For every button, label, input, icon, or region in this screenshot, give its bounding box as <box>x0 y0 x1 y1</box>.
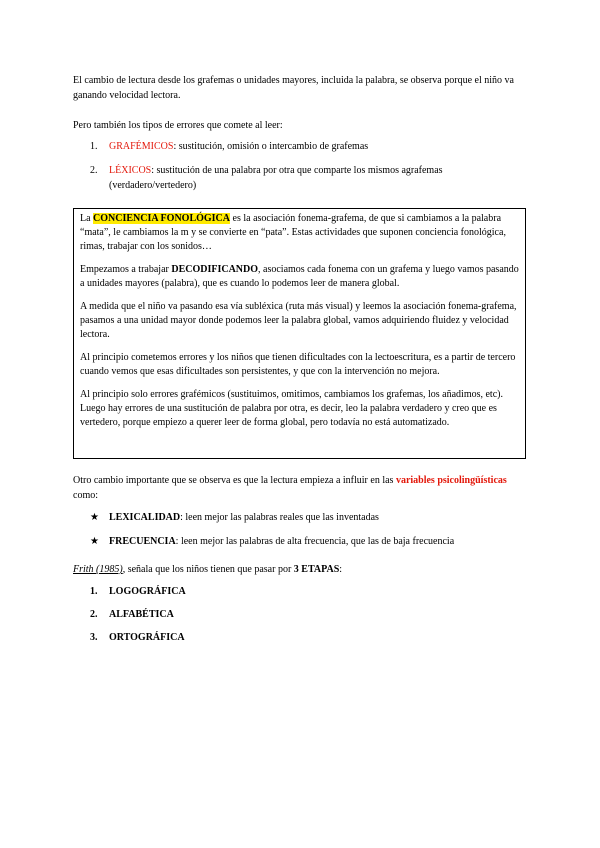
error-types-list <box>73 139 513 202</box>
box-paragraph-2 <box>80 263 519 291</box>
list-item <box>73 510 513 525</box>
variables-term: variables psicolingüísticas <box>395 475 507 486</box>
list-item <box>73 163 513 193</box>
term-frequency: FRECUENCIA <box>109 536 176 547</box>
star-icon: ★ <box>90 536 99 547</box>
variables-list <box>73 510 513 558</box>
text: , señala que los niños tienen que pasar por <box>122 564 294 575</box>
text: La <box>80 213 94 224</box>
list-item <box>73 139 513 154</box>
box-paragraph-5: Al principio solo errores grafémicos (sustituimos, omitimos, cambiamos los grafemas, los añadimos, etc). Luego hay errores de una sustitución de palabra por otra, es decir, leo la palabra verdadero y creo que es vertedero, porque empiezo a querer leer de forma global, pero todavía no está automatizado. <box>80 389 503 428</box>
highlighted-term: CONCIENCIA FONOLÓGICA <box>93 213 231 224</box>
term-lexical: LÉXICOS <box>109 165 152 176</box>
list-item <box>73 534 513 549</box>
term-desc: : sustitución de una palabra por otra que comparte los mismos agrafemas (verdadero/vertedero) <box>109 165 443 191</box>
term-desc: : leen mejor las palabras reales que las inventadas <box>180 512 379 523</box>
variables-paragraph <box>73 473 533 503</box>
errors-intro: Pero también los tipos de errores que comete al leer: <box>73 120 283 131</box>
text: Otro cambio importante que se observa es que la lectura empieza a influir en las <box>73 475 396 486</box>
box-paragraph-3: A medida que el niño va pasando esa vía subléxica (ruta más visual) y leemos la asociación fonema-grafema, pasamos a una unidad mayor donde podemos leer la palabra global, vamos adquiriendo fluidez y velocidad lectora. <box>80 301 517 340</box>
intro-paragraph: El cambio de lectura desde los grafemas o unidades mayores, incluida la palabra, se observa porque el niño va ganando velocidad lectora. <box>73 75 514 101</box>
box-paragraph-4: Al principio cometemos errores y los niños que tienen dificultades con la lectoescritura, es a partir de tercero cuando vemos que esas dificultades son persistentes, y que con la intervención no mejora. <box>80 352 516 377</box>
text: : <box>339 564 343 575</box>
term-lexicality: LEXICALIDAD <box>109 512 181 523</box>
box-paragraph-1 <box>80 212 519 254</box>
phonological-awareness-box <box>73 208 526 459</box>
text: es la asociación fonema-grafema, de que si cambiamos a la palabra “mata”, le cambiamos la m y se convierte en “pata”. Estas actividades que suponen conciencia fonológica, rimas, trabajar con los sonidos… <box>80 213 506 252</box>
list-item <box>73 607 513 622</box>
text: , asociamos cada fonema con un grafema y luego vamos pasando a unidades mayores (palabra), que es cuando lo podemos leer de manera global. <box>80 264 519 289</box>
list-marker: 2. <box>90 609 98 620</box>
list-item <box>73 630 513 645</box>
term-desc: : sustitución, omisión o intercambio de grafemas <box>173 141 369 152</box>
citation: Frith (1985) <box>73 564 123 575</box>
frith-paragraph <box>73 562 533 577</box>
star-icon: ★ <box>90 512 99 523</box>
stage-label: LOGOGRÁFICA <box>109 586 186 597</box>
stages-count: 3 ETAPAS <box>293 564 340 575</box>
list-marker: 3. <box>90 632 98 643</box>
term-graphemic: GRAFÉMICOS <box>109 141 174 152</box>
stage-label: ORTOGRÁFICA <box>109 632 185 643</box>
stage-label: ALFABÉTICA <box>109 609 174 620</box>
list-marker: 2. <box>90 165 98 176</box>
list-marker: 1. <box>90 586 98 597</box>
text: como: <box>73 490 98 501</box>
bold-term: DECODIFICANDO <box>171 264 259 275</box>
text: Empezamos a trabajar <box>80 264 172 275</box>
stages-list <box>73 584 513 653</box>
term-desc: : leen mejor las palabras de alta frecuencia, que las de baja frecuencia <box>175 536 455 547</box>
list-item <box>73 584 513 599</box>
list-marker: 1. <box>90 141 98 152</box>
